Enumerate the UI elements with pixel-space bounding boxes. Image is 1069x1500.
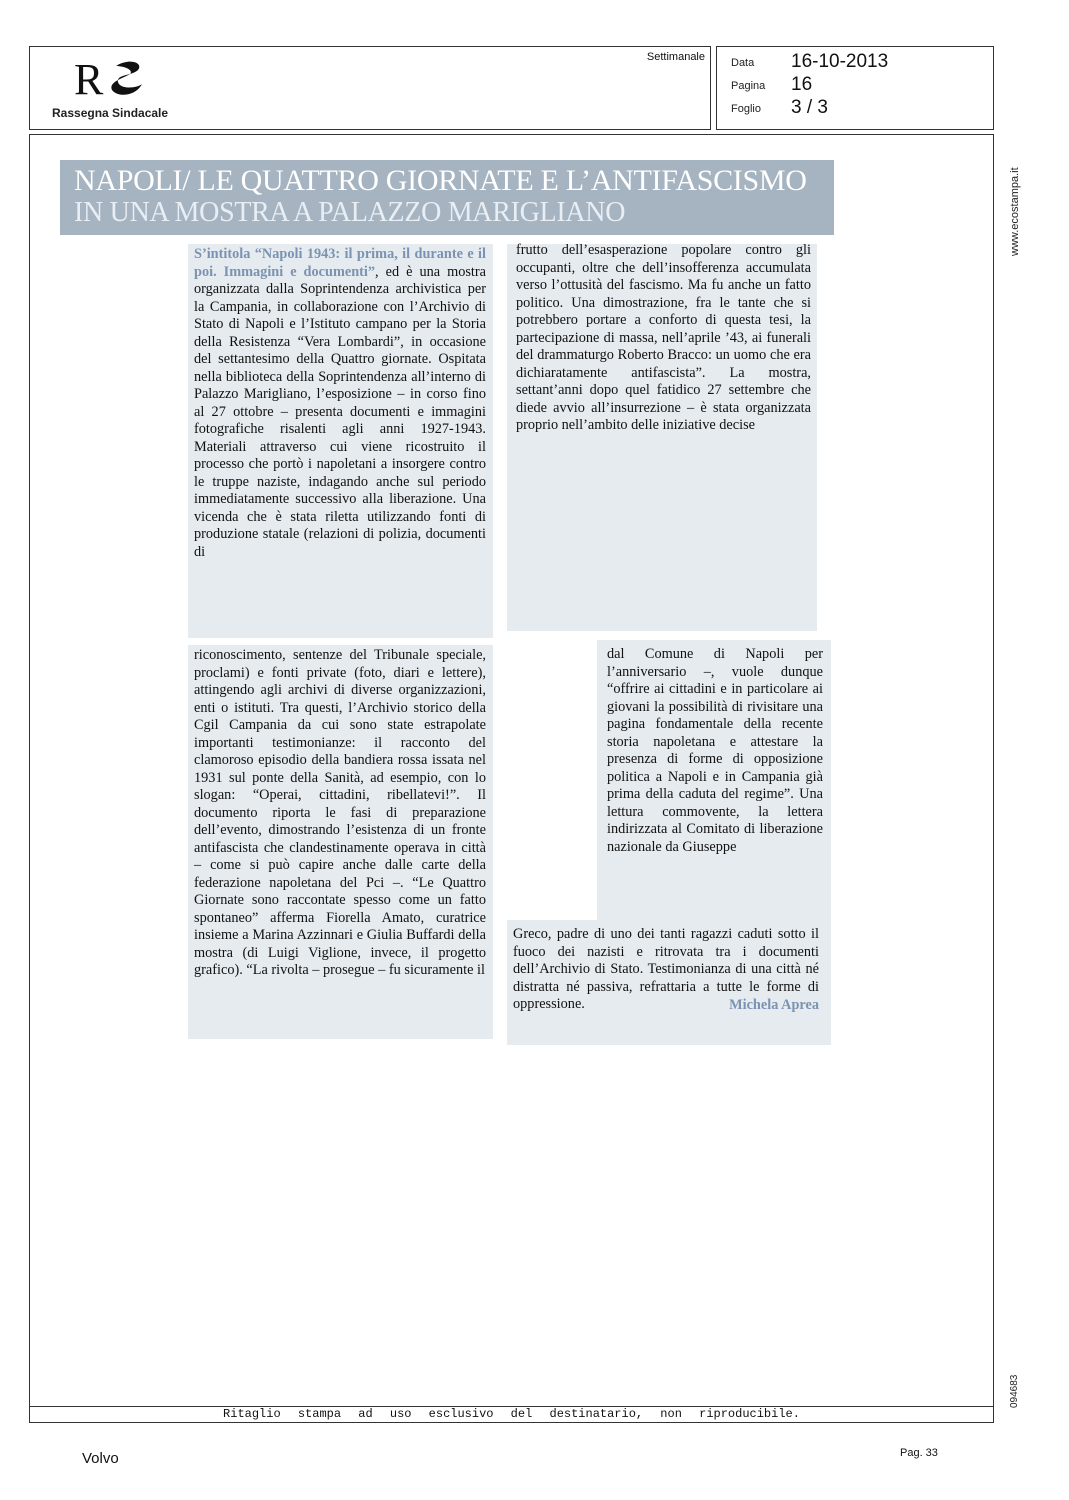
- article-lead: S’intitola “Napoli 1943: il prima, il durante e il poi. Immagini e documenti”: [194, 246, 486, 280]
- page-number: Pag. 33: [900, 1447, 938, 1459]
- clipping-meta: [716, 46, 994, 130]
- reproduction-notice: [29, 1406, 994, 1423]
- rs-logo-icon: [72, 54, 152, 102]
- client-label: Volvo: [82, 1450, 119, 1467]
- paragraph: frutto dell’esasperazione popolare contro gli occupanti, oltre che dell’insofferenza accumulata verso l’ottusità del fascismo. Ma fu anche un fatto politico. Una dimostrazione, fra le tante che si potrebbero portare a conforto di questa tesi, la partecipazione di massa, nell’aprile ’43, ai funerali del drammaturgo Roberto Bracco: un uomo che era dichiaratamente antifascista”. La mostra, settant’anni dopo quel fatidico 27 settembre che diede avvio all’insurrezione – è stata organizzata proprio nell’ambito delle iniziative decise: [516, 242, 811, 433]
- column-1-top-text: [194, 246, 486, 561]
- paragraph: riconoscimento, sentenze del Tribunale speciale, proclami) e fonti private (foto, diari e lettere), attingendo agli archivi di diverse organizzazioni, enti o istituti. Tra questi, l’Archivio storico della Cgil Campania da cui sono state estrapolate importanti testimonianze: il racconto del clamoroso episodio della bandiera rossa issata nel 1931 sul ponte della Sanità, ad esempio, con lo slogan: “Operai, cittadini, ribellatevi!”. Il documento riporta le fasi di preparazione dell’evento, dimostrando l’esistenza di un fronte antifascista che clandestinamente operava in città – come si può capire anche dalle carte della federazione napoletana del Pci –. “Le Quattro Giornate sono raccontate spesso come un fatto spontaneo” afferma Fiorella Amato, curatrice insieme a Marina Azzinnari e Giulia Buffardi della mostra (di Luigi Viglione, invece, il progetto grafico). “La rivolta – prosegue – fu sicuramente il: [194, 647, 486, 978]
- meta-value: 16-10-2013: [791, 51, 889, 72]
- paragraph: Greco, padre di uno dei tanti ragazzi caduti sotto il fuoco dei nazisti e ritrovata tra i documenti dell’Archivio di Stato. Testimonianza di una città né distratta né passiva, refrattaria a tutte le forme di oppressione.: [513, 926, 819, 1012]
- logo-caption: Rassegna Sindacale: [52, 106, 169, 120]
- publication-header: [29, 46, 711, 130]
- column-1-bottom: [188, 645, 493, 1039]
- meta-key: Data: [731, 57, 755, 69]
- author-signature: Michela Aprea: [729, 996, 819, 1013]
- headline-line-1: NAPOLI/ LE QUATTRO GIORNATE E L’ANTIFASCISMO: [74, 164, 807, 197]
- column-2-bottom: [507, 920, 831, 1045]
- column-2-bottom-text: [513, 926, 819, 1014]
- notice-text: Ritaglio stampa ad uso esclusivo del destinatario, non riproducibile.: [223, 1407, 800, 1421]
- side-url: www.ecostampa.it: [1009, 167, 1021, 256]
- svg-text:R: R: [74, 55, 104, 102]
- column-2-middle: [597, 640, 831, 920]
- paragraph: dal Comune di Napoli per l’anniversario –, vuole dunque “offrire ai cittadini e in particolare ai giovani la possibilità di rivisitare una pagina fondamentale della recente storia napoletana e attestare la presenza di forme di opposizione politica a Napoli e in Campania già prima della caduta del regime”. Una lettura commovente, la lettera indirizzata al Comitato di liberazione nazionale da Giuseppe: [607, 646, 823, 855]
- periodicity-label: Settimanale: [646, 51, 705, 63]
- column-1-top: [188, 244, 493, 638]
- meta-value: 16: [791, 74, 813, 95]
- column-2-top: [507, 244, 817, 631]
- headline-banner: [60, 160, 834, 235]
- paragraph: , ed è una mostra organizzata dalla Soprintendenza archivistica per la Campania, in collaborazione con l’Archivio di Stato di Napoli e l’Istituto campano per la Storia della Resistenza “Vera Lombardi”, in occasione del settantesimo della Quattro giornate. Ospitata nella biblioteca della Soprintendenza all’interno di Palazzo Marigliano, l’esposizione – in corso fino al 27 ottobre – presenta documenti e immagini fotografiche risalenti agli anni 1927-1943. Materiali attraverso cui viene ricostruito il processo che portò i napoletani a insorgere contro le truppe naziste, indagando anche sul periodo immediatamente successivo alla liberazione. Una vicenda che è stata riletta utilizzando fonti di produzione statale (relazioni di polizia, documenti di: [194, 263, 486, 560]
- meta-value: 3 / 3: [791, 97, 828, 118]
- meta-key: Pagina: [731, 80, 766, 92]
- meta-key: Foglio: [731, 103, 761, 115]
- headline-line-2: IN UNA MOSTRA A PALAZZO MARIGLIANO: [74, 197, 626, 228]
- side-code: 094683: [1009, 1374, 1020, 1408]
